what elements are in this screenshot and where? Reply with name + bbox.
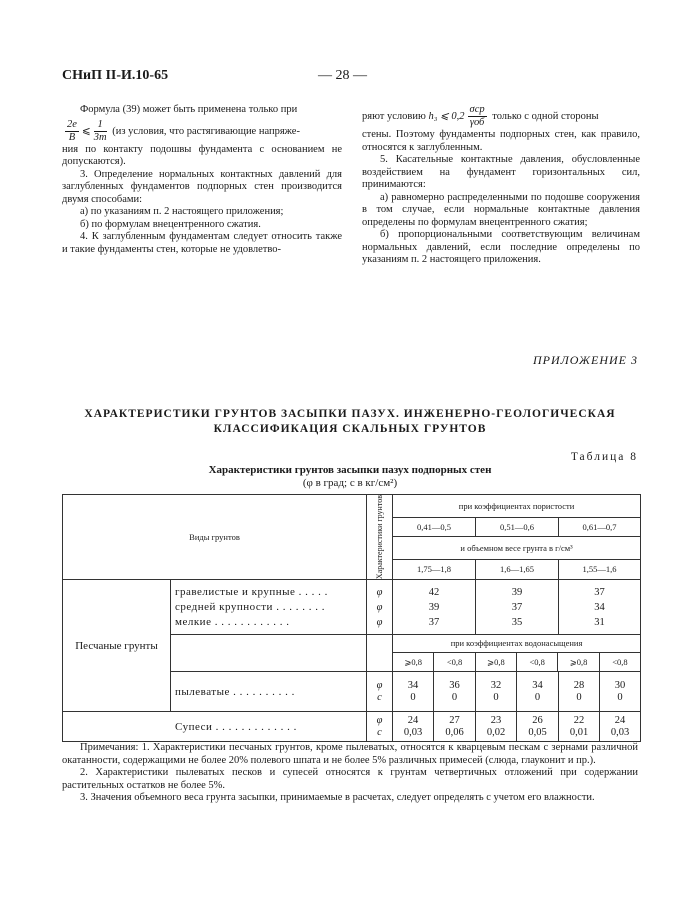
value-cell [476, 712, 517, 742]
row-symbols [367, 712, 393, 742]
denominator: 3m [93, 131, 107, 143]
value-cell [600, 672, 641, 712]
sand-names [171, 580, 367, 635]
sand-values-col1 [393, 580, 476, 635]
saturation-cell: ⩾0,8 [476, 653, 517, 671]
value-c: 0,01 [569, 726, 589, 738]
value-c: 0 [617, 691, 623, 703]
right-column [362, 104, 640, 267]
numerator: σср [469, 104, 485, 115]
row-name: гравелистые и крупные . . . . . [175, 585, 328, 598]
value-phi: 36 [449, 679, 460, 691]
saturation-cell: <0,8 [517, 653, 558, 671]
saturation-cell: ⩾0,8 [558, 653, 599, 671]
value-c: 0 [410, 691, 416, 703]
row-symbol: c [377, 726, 382, 738]
paragraph: 4. К заглубленным фундаментам следует относить также и такие фундаменты стен, которые не удовлетво- [62, 231, 342, 255]
weight-cell: 1,75—1,8 [393, 559, 476, 579]
sand-values-col2 [476, 580, 559, 635]
value-c: 0,05 [528, 726, 547, 738]
value-phi: 23 [490, 714, 502, 726]
weight-cell: 1,55—1,6 [559, 559, 641, 579]
porosity-cell: 0,41—0,5 [393, 517, 476, 536]
value-c: 0 [451, 691, 458, 703]
saturation-row [393, 653, 640, 671]
value-cell: 37 [428, 616, 440, 628]
value-c: 0,03 [610, 726, 630, 738]
value-cell: 42 [428, 586, 440, 598]
table-notes [62, 742, 638, 805]
sand-symbols [367, 580, 393, 635]
note: 2. Характеристики пылеватых песков и супесей относятся к грунтам четвертичных отложений при содержании растительных остатков не более 5%. [62, 767, 638, 791]
formula-text: h₃ ⩽ 0,2 [428, 110, 465, 122]
table-header-row [63, 495, 641, 518]
title-line: КЛАССИФИКАЦИЯ СКАЛЬНЫХ ГРУНТОВ [213, 423, 487, 435]
value-cell [600, 712, 641, 742]
value-cell: 39 [511, 586, 523, 598]
left-column [62, 104, 342, 256]
porosity-cell: 0,61—0,7 [559, 517, 641, 536]
row-name: Супеси . . . . . . . . . . . . . [63, 712, 367, 742]
value-c: 0,02 [486, 726, 506, 738]
document-code: СНиП II-И.10-65 [62, 68, 169, 83]
table-row [63, 712, 641, 742]
value-cell [517, 672, 559, 712]
value-c: 0 [493, 691, 499, 703]
appendix-label: ПРИЛОЖЕНИЕ 3 [533, 353, 638, 367]
table-row [63, 580, 641, 635]
header-characteristics [367, 495, 393, 580]
paragraph: а) по указаниям п. 2 настоящего приложения; [80, 206, 284, 217]
fraction [65, 119, 79, 144]
header-saturation: при коэффициентах водонасыщения [393, 635, 640, 653]
note: 3. Значения объемного веса грунта засыпки, принимаемые в расчетах, следует определять с учетом его влажности. [80, 792, 595, 803]
value-cell [559, 672, 600, 712]
row-symbol: φ [376, 616, 383, 628]
value-phi: 27 [449, 714, 460, 726]
value-cell: 37 [511, 601, 523, 613]
row-name: пылеватые . . . . . . . . . . [171, 672, 367, 712]
page-number: — 28 — [318, 68, 367, 83]
value-cell [559, 712, 600, 742]
fraction [468, 104, 487, 129]
value-c: 0,06 [445, 726, 464, 738]
table-number: Таблица 8 [570, 451, 638, 463]
value-phi: 34 [532, 679, 543, 691]
title-line: ХАРАКТЕРИСТИКИ ГРУНТОВ ЗАСЫПКИ ПАЗУХ. ИНЖЕНЕРНО-ГЕОЛОГИЧЕСКАЯ [84, 408, 616, 420]
header-weight: и объемном весе грунта в г/см³ [393, 536, 641, 559]
paragraph-text: ряют условию [362, 110, 426, 122]
value-cell [434, 672, 476, 712]
paragraph: а) равномерно распределенными по подошве сооружения в том случае, если нормальные контактные давления определены по формулам внецентренного сжатия; [362, 191, 640, 228]
blank-cell [171, 635, 367, 672]
value-cell [434, 712, 476, 742]
value-cell [393, 672, 434, 712]
saturation-cell: <0,8 [434, 653, 475, 671]
paragraph: 5. Касательные контактные давления, обусловленные воздействием на фундамент горизонтальных сил, принимаются: [362, 154, 640, 190]
table-title: Характеристики грунтов засыпки пазух подпорных стен [208, 464, 492, 476]
porosity-cell: 0,51—0,6 [476, 517, 559, 536]
value-cell: 35 [511, 616, 523, 628]
value-c: 0,03 [403, 726, 423, 738]
header-porosity: при коэффициентах пористости [393, 495, 641, 518]
relation-sign: ⩽ [81, 125, 91, 137]
fraction [94, 119, 107, 144]
row-symbol: φ [376, 586, 383, 598]
value-cell: 39 [428, 601, 440, 613]
denominator: B [68, 131, 76, 143]
row-symbol: φ [376, 714, 383, 726]
paragraph: ния по контакту подошвы фундамента с основанием не допускаются). [62, 143, 342, 167]
value-cell: 37 [594, 586, 605, 598]
formula-line [362, 104, 640, 129]
row-name: средней крупности . . . . . . . . [175, 600, 325, 613]
value-cell [517, 712, 559, 742]
weight-cell: 1,6—1,65 [476, 559, 559, 579]
value-cell: 34 [594, 601, 605, 613]
row-symbols [367, 672, 393, 712]
value-phi: 34 [407, 679, 419, 691]
numerator: 1 [94, 119, 107, 132]
value-phi: 24 [407, 714, 419, 726]
paragraph-text: (из условия, что растягивающие напряже- [112, 125, 300, 137]
note: Примечания: 1. Характеристики песчаных грунтов, кроме пылеватых, относятся к кварцевым пескам с зернами различной окатанности, содержащими не более 20% полевого шпата и не более 5% различных примесей (слюда, глауконит и пр.). [62, 742, 638, 766]
section-title [62, 407, 638, 437]
saturation-cell: <0,8 [612, 657, 628, 668]
header-kinds: Виды грунтов [63, 495, 367, 580]
value-cell [393, 712, 434, 742]
value-phi: 24 [614, 714, 626, 726]
denominator: γоб [469, 117, 485, 128]
sand-group-label: Песчаные грунты [63, 580, 171, 712]
value-phi: 32 [490, 679, 502, 691]
sand-values-col3 [559, 580, 641, 635]
row-symbol: φ [376, 601, 383, 613]
row-symbol: φ [376, 679, 383, 691]
value-c: 0 [534, 691, 541, 703]
paragraph: 3. Определение нормальных контактных давлений для заглубленных фундаментов подпорных стен производится двумя способами: [62, 168, 342, 205]
numerator: 2e [67, 118, 77, 130]
paragraph: стены. Поэтому фундаменты подпорных стен, как правило, относятся к заглубленным. [362, 129, 640, 153]
value-phi: 22 [573, 714, 585, 726]
paragraph: Формула (39) может быть применена только при [80, 104, 298, 115]
row-symbol: c [377, 691, 382, 703]
saturation-cell: ⩾0,8 [393, 653, 434, 671]
formula-line [62, 119, 342, 144]
paragraph: б) по формулам внецентренного сжатия. [80, 218, 261, 230]
value-phi: 26 [532, 714, 543, 726]
value-c: 0 [576, 691, 582, 703]
soil-table [62, 494, 641, 742]
header-characteristics-text: Характеристики грунтов [375, 495, 385, 580]
paragraph: б) пропорциональными соответствующим величинам нормальных давлений, если последние определены по указаниям п. 2 настоящего приложения. [362, 229, 640, 265]
blank-cell [367, 635, 393, 672]
table-subtitle: (φ в град; c в кг/см²) [302, 477, 398, 489]
value-phi: 28 [573, 679, 585, 691]
value-phi: 30 [614, 679, 626, 691]
value-cell: 31 [594, 616, 605, 628]
value-cell [476, 672, 517, 712]
saturation-block [393, 635, 641, 672]
paragraph-text: только с одной стороны [492, 110, 599, 122]
row-name: мелкие . . . . . . . . . . . . [175, 615, 290, 628]
